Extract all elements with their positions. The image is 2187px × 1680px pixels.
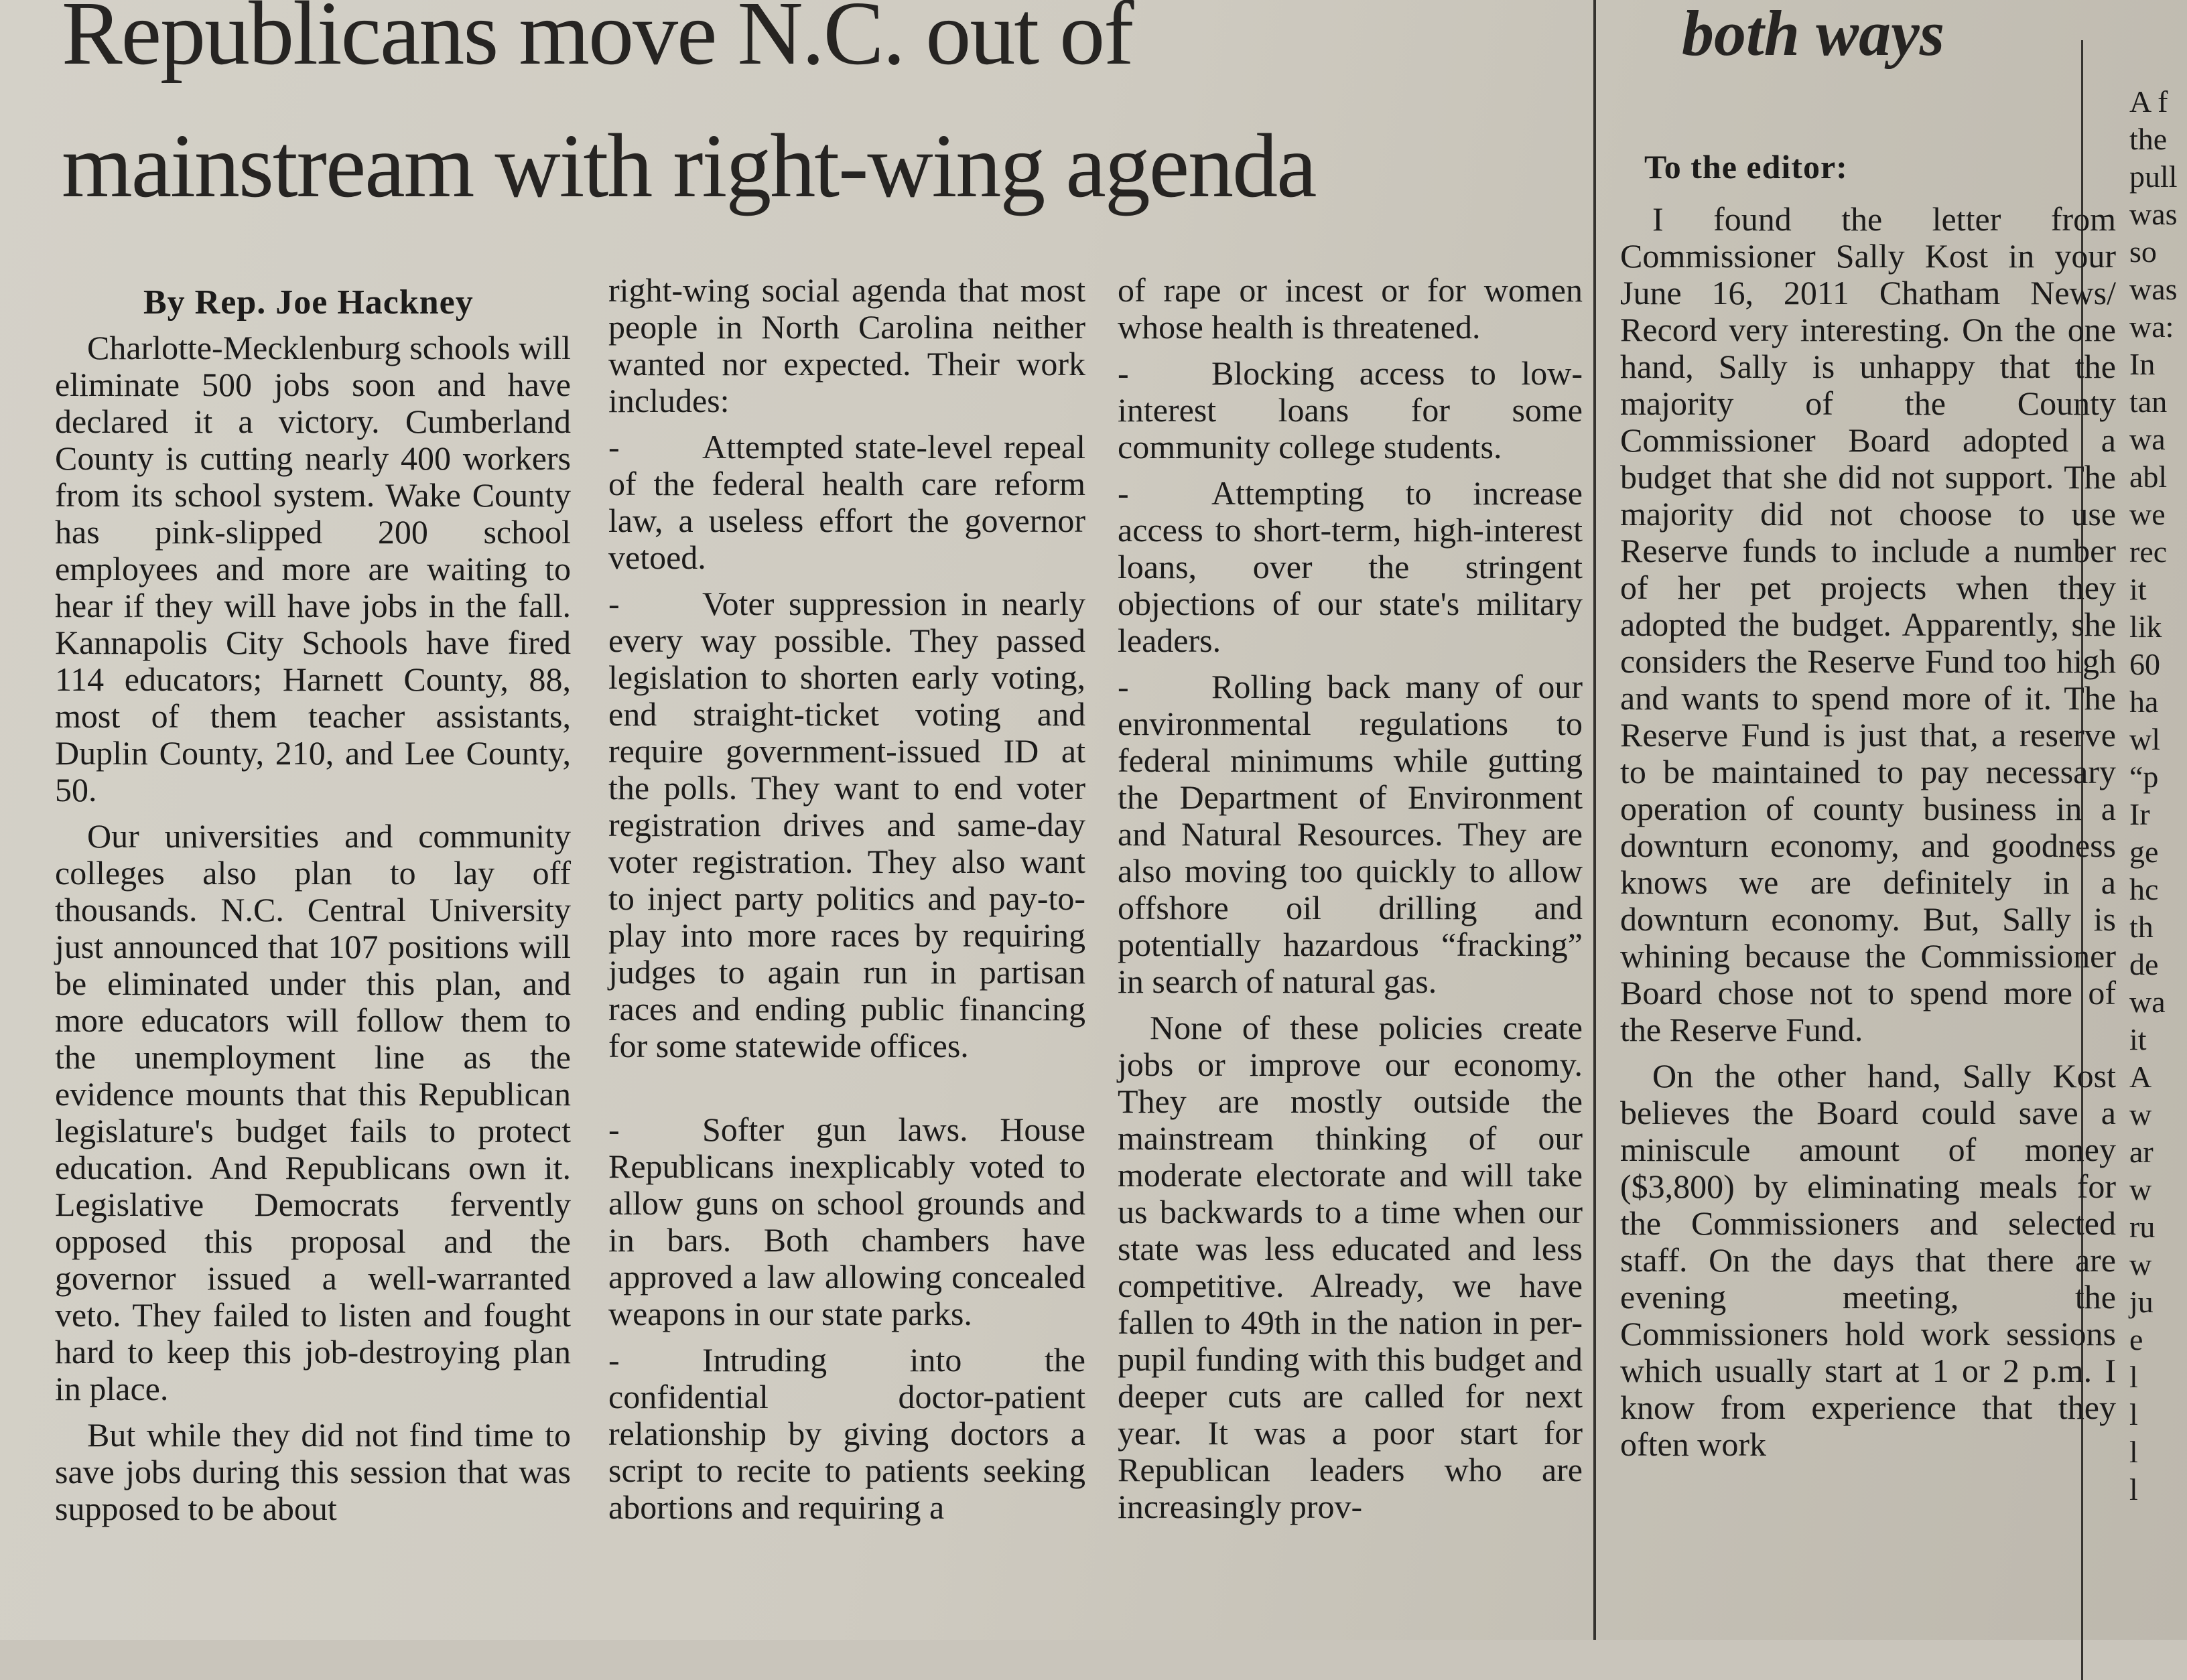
edge-column-clip	[2123, 74, 2187, 1640]
edge-column	[2129, 83, 2187, 1509]
bullet-dash: -	[608, 428, 620, 466]
paragraph: Our universities and community colleges also plan to lay off thousands. N.C. Central University just announced that 107 positions will be eliminated under this plan, and more educators will follow them to the unemployment line as the evidence mounts that this Republican legislature's budget fails to protect education. And Republicans own it. Legislative Democrats fervently opposed this proposal and the governor issued a well-warranted veto. They failed to listen and fought hard to keep this job-destroying plan in place.	[55, 817, 571, 1407]
paragraph: But while they did not find time to save jobs during this session that was supposed to be about	[55, 1416, 571, 1527]
list-item-text: Softer gun laws. House Republicans inexplicably voted to allow guns on school grounds and in bars. Both chambers have approved a law allowing concealed weapons in our state parks.	[608, 1111, 1085, 1332]
list-item-text: Attempted state-level repeal of the federal health care reform law, a useless effort the governor vetoed.	[608, 428, 1085, 576]
article-column-1	[55, 330, 571, 1527]
list-item	[608, 429, 1085, 576]
edge-line: e	[2129, 1322, 2143, 1356]
edge-line: ha	[2129, 685, 2159, 719]
edge-line: tan	[2129, 384, 2168, 419]
edge-line: l	[2129, 1472, 2138, 1507]
edge-line: wl	[2129, 722, 2160, 756]
headline-line-1: Republicans move N.C. out of	[62, 0, 1133, 84]
bullet-dash: -	[608, 1111, 620, 1148]
edge-line: pull	[2129, 159, 2178, 194]
byline: By Rep. Joe Hackney	[143, 283, 474, 322]
edge-line: l	[2129, 1397, 2138, 1431]
edge-line: was	[2129, 197, 2178, 231]
list-item-text: Rolling back many of our environmental regulations to federal minimums while gutting the Department of Environment and Natural Resources. They are also moving too quickly to allow offshore oil drilling and potentially hazardous “fracking” in search of natural gas.	[1118, 668, 1583, 1000]
paragraph: of rape or incest or for women whose health is threatened.	[1118, 271, 1583, 346]
bullet-dash: -	[1118, 474, 1129, 512]
edge-line: ju	[2129, 1285, 2153, 1319]
edge-line: it	[2129, 572, 2147, 606]
paragraph: right-wing social agenda that most people in North Carolina neither wanted nor expected. Their work includes:	[608, 271, 1085, 419]
edge-line: so	[2129, 234, 2157, 269]
edge-line: l	[2129, 1360, 2138, 1394]
edge-line: lik	[2129, 610, 2162, 644]
edge-line: w	[2129, 1247, 2152, 1281]
column-divider	[1593, 0, 1596, 1640]
list-item	[608, 585, 1085, 1064]
edge-line: th	[2129, 910, 2153, 944]
bullet-dash: -	[608, 585, 620, 622]
headline-line-2: mainstream with right-wing agenda	[62, 116, 1316, 216]
edge-line: de	[2129, 947, 2159, 981]
paragraph: I found the letter from Commissioner Sally Kost in your June 16, 2011 Chatham News/ Record very interesting. On the one hand, Sally is unhappy that the majority of the County Commissioner Board adopted a budget that she did not support. The majority did not choose to use Reserve funds to include a number of her pet projects when they adopted the budget. Apparently, she considers the Reserve Fund too high and wants to spend more of it. The Reserve Fund is just that, a reserve to be maintained to pay necessary operation of county business in a downturn economy, and goodness knows we are definitely in a downturn economy. But, Sally is whining because the Commissioner Board chose not to spend more of the Reserve Fund.	[1620, 200, 2116, 1048]
list-item-text: Voter suppression in nearly every way possible. They passed legislation to shorten early voting, end straight-ticket voting and require government-issued ID at the polls. They want to end voter registration drives and same-day voter registration. They also want to inject party politics and pay-to-play into more races by requiring judges to again run in partisan races and ending public financing for some statewide offices.	[608, 585, 1085, 1064]
edge-line: wa:	[2129, 309, 2174, 344]
bullet-dash: -	[1118, 354, 1129, 392]
list-item-text: Blocking access to low-interest loans for some community college students.	[1118, 354, 1583, 466]
letter-headline: both ways	[1682, 0, 1945, 69]
list-item-text: Intruding into the confidential doctor-patient relationship by giving doctors a script to recite to patients seeking abortions and requiring a	[608, 1341, 1085, 1526]
edge-line: wa	[2129, 422, 2166, 456]
edge-line: hc	[2129, 872, 2159, 906]
edge-line: “p	[2129, 760, 2159, 794]
edge-line: ar	[2129, 1135, 2153, 1169]
edge-line: rec	[2129, 535, 2168, 569]
list-item	[608, 1111, 1085, 1332]
edge-line: wa	[2129, 985, 2166, 1019]
edge-line: was	[2129, 272, 2178, 306]
paragraph: Charlotte-Mecklenburg schools will eliminate 500 jobs soon and have declared it a victory. Cumberland County is cutting nearly 400 workers from its school system. Wake County has pink-slipped 200 school employees and more are waiting to hear if they will have jobs in the fall. Kannapolis City Schools have fired 114 educators; Harnett County, 88, most of them teacher assistants, Duplin County, 210, and Lee County, 50.	[55, 329, 571, 809]
edge-line: A	[2129, 1060, 2152, 1094]
edge-line: we	[2129, 497, 2166, 531]
list-item	[608, 1342, 1085, 1526]
letter-column	[1620, 201, 2116, 1463]
article-column-3	[1118, 272, 1583, 1525]
list-item	[1118, 475, 1583, 659]
edge-line: ru	[2129, 1210, 2156, 1244]
bullet-dash: -	[608, 1341, 620, 1379]
letter-salutation: To the editor:	[1644, 148, 1848, 186]
edge-line: ge	[2129, 835, 2159, 869]
list-item-text: Attempting to increase access to short-term, high-interest loans, over the stringent objections of our state's military leaders.	[1118, 474, 1583, 659]
edge-line: the	[2129, 122, 2168, 156]
paragraph: On the other hand, Sally Kost believes the Board could save a miniscule amount of money ($3,800) by eliminating meals for the Commissioners and selected staff. On the days that there are evening meeting, the Commissioners hold work sessions which usually start at 1 or 2 p.m. I know from experience that they often work	[1620, 1057, 2116, 1463]
list-item	[1118, 669, 1583, 1000]
paragraph: None of these policies create jobs or improve our economy. They are mostly outside the mainstream thinking of our moderate electorate and will take us backwards to a time when our state was less educated and less competitive. Already, we have fallen to 49th in the nation in per-pupil funding with this budget and deeper cuts are called for next year. It was a poor start for Republican leaders who are increasingly prov-	[1118, 1009, 1583, 1525]
edge-line: l	[2129, 1435, 2138, 1469]
edge-line: 60	[2129, 647, 2160, 681]
edge-line: it	[2129, 1022, 2147, 1056]
edge-line: In	[2129, 347, 2156, 381]
edge-line: w	[2129, 1097, 2152, 1131]
edge-line: A f	[2129, 84, 2168, 119]
edge-line: abl	[2129, 460, 2168, 494]
bullet-dash: -	[1118, 668, 1129, 705]
edge-line: w	[2129, 1172, 2152, 1206]
edge-line: Ir	[2129, 797, 2150, 831]
article-column-2	[608, 272, 1085, 1526]
list-item	[1118, 355, 1583, 466]
